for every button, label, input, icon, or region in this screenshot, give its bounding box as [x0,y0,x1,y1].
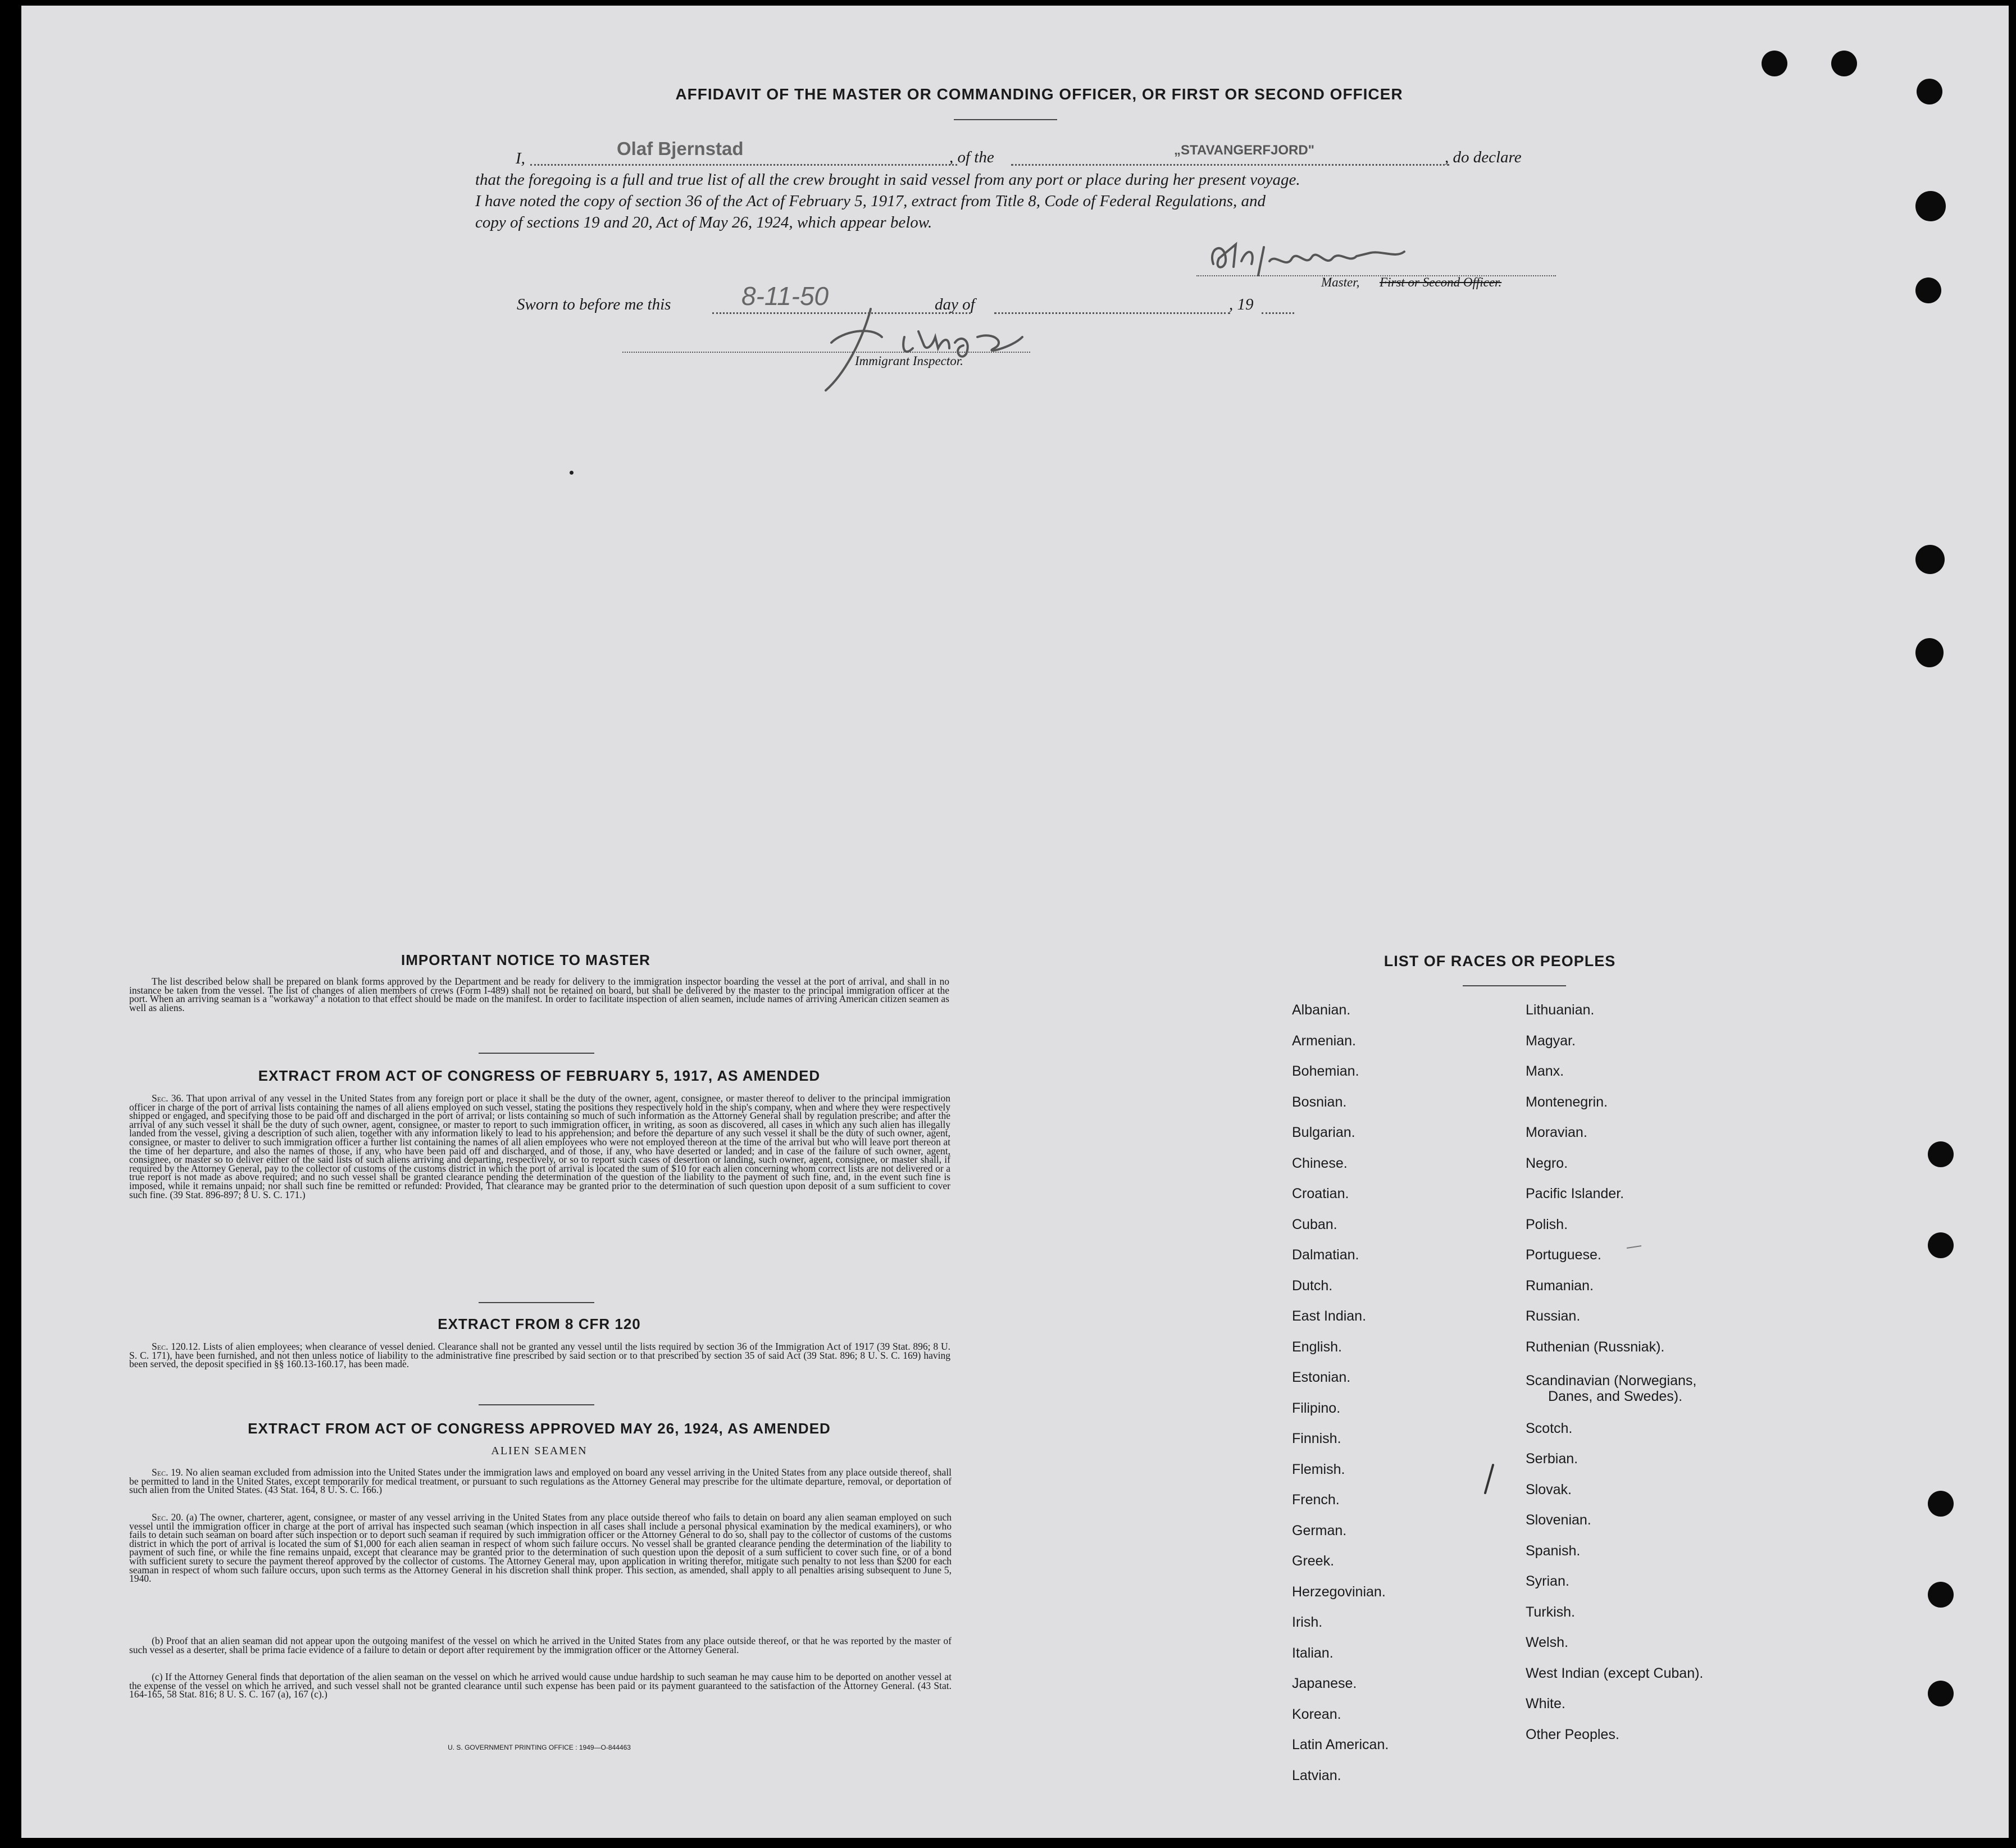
race-item: Latvian. [1292,1767,1341,1783]
sec20-label: Sec. 20. [152,1512,184,1523]
affidavit-line3: I have noted the copy of section 36 of the Act of February 5, 1917, extract from Title 8, Code of Federal Regulations, and [475,192,1266,210]
race-item: Manx. [1526,1063,1564,1079]
inspector-caption: Immigrant Inspector. [855,354,963,368]
sec20b-body: (b) Proof that an alien seaman did not appear upon the outgoing manifest of the vessel on which he arrived in the United States from any place outside thereof, or that he was reported by the master of such vessel as a deserter, shall be prima facie evidence of a failure to detain or deport after requirement by the immigration officer or the Attorney General. [129,1635,952,1655]
extract-1924-title: EXTRACT FROM ACT OF CONGRESS APPROVED MAY 26, 1924, AS AMENDED [248,1420,831,1437]
master-caption: Master, [1321,275,1360,289]
race-item: West Indian (except Cuban). [1526,1665,1704,1681]
sworn-text: Sworn to before me this [517,295,671,313]
race-item: Polish. [1526,1216,1568,1232]
race-item: Ruthenian (Russniak). [1526,1339,1665,1355]
race-item: Latin American. [1292,1737,1389,1753]
race-item: Moravian. [1526,1125,1587,1140]
race-item: Croatian. [1292,1186,1349,1201]
race-item: Greek. [1292,1553,1335,1569]
punch-hole [1928,1141,1954,1167]
master-signature [1202,236,1427,281]
race-item: Estonian. [1292,1369,1351,1385]
punch-hole [1831,51,1857,76]
race-item: Albanian. [1292,1002,1351,1018]
extract-1924-sec20c [129,1673,952,1699]
extract-1924-sec19 [129,1468,952,1495]
extract-1917-divider [479,1302,594,1303]
race-item: Danes, and Swedes). [1548,1389,1683,1404]
pen-mark [1481,1463,1498,1496]
extract-1917-sec-label: Sec. 36. [152,1093,184,1104]
race-item: Korean. [1292,1706,1341,1722]
gpo-imprint: U. S. GOVERNMENT PRINTING OFFICE : 1949—O-844463 [448,1744,631,1751]
race-item: Flemish. [1292,1461,1345,1477]
race-item: Russian. [1526,1308,1581,1324]
punch-hole [1915,545,1945,574]
race-item: Japanese. [1292,1676,1357,1691]
extract-1917-text [129,1094,950,1199]
stray-mark [570,471,574,475]
race-item: English. [1292,1339,1342,1355]
year-line [1262,312,1294,314]
race-item: Syrian. [1526,1573,1569,1589]
race-item: Scandinavian (Norwegians, [1526,1373,1697,1389]
race-item: German. [1292,1522,1347,1539]
pen-mark [1626,1242,1642,1251]
notice-body: The list described below shall be prepared on blank forms approved by the Department and be ready for delivery to the immigration inspector boarding the vessel at the port of arrival, and shall in no instance be taken from the vessel. The list of changes of alien members of crews (Form I-489) shall not be retained on board, but shall be delivered by the master to the principal immigration officer at the port. When an arriving seaman is a "workaway" a notation to that effect should be made on the manifest. In order to facilitate inspection of alien seamen, include names of arriving American citizen seamen as well as aliens. [129,976,949,1013]
race-item: White. [1526,1696,1566,1712]
extract-1917-title: EXTRACT FROM ACT OF CONGRESS OF FEBRUARY 5, 1917, AS AMENDED [258,1067,821,1084]
race-item: Armenian. [1292,1032,1356,1049]
race-item: Rumanian. [1526,1277,1594,1294]
master-struck-caption: First or Second Officer. [1380,275,1502,289]
extract-cfr-text [129,1342,950,1369]
race-item: Bosnian. [1292,1094,1347,1110]
sec20c-body: (c) If the Attorney General finds that deportation of the alien seaman on the vessel on which he arrived would cause undue hardship to such seaman he may cause him to be deported on another vessel at the expense of the vessel on which he arrived, and such vessel shall not be granted clearance until such expense has been paid or its payment guaranteed to the satisfaction of the Attorney General. (43 Stat. 164-165, 58 Stat. 816; 8 U. S. C. 167 (a), 167 (c).) [129,1671,952,1700]
race-item: Other Peoples. [1526,1726,1619,1742]
race-item: Filipino. [1292,1400,1341,1416]
vessel-line [1011,164,1449,166]
inspector-signature-line [622,352,1030,353]
race-item: Italian. [1292,1645,1334,1661]
punch-hole [1928,1582,1954,1608]
affidavit-line2: that the foregoing is a full and true list of all the crew brought in said vessel from any port or place during her present voyage. [475,171,1300,189]
race-item: Bulgarian. [1292,1125,1355,1140]
sec19-body: No alien seaman excluded from admission into the United States under the immigration laws and employed on board any vessel arriving in the United States from any place outside thereof, shall be permitted to land in the United States, except temporarily for medical treatment, or pursuant to such regulations as the Attorney General may prescribe for the ultimate departure, removal, or deportation of such alien from the United States. (43 Stat. 164, 8 U. S. C. 166.) [129,1467,952,1496]
day-of-text: day of [935,295,975,313]
race-item: Pacific Islander. [1526,1186,1624,1201]
punch-hole [1915,191,1946,221]
extract-1924-subtitle: ALIEN SEAMEN [491,1445,588,1457]
title-underline [954,119,1057,120]
extract-cfr-sec-label: Sec. 120.12. [152,1341,201,1352]
sworn-date: 8-11-50 [741,281,829,311]
race-item: Cuban. [1292,1216,1337,1232]
race-item: Serbian. [1526,1451,1578,1467]
sec20a-body: (a) The owner, charterer, agent, consignee, or master of any vessel arriving in the United States from any place outside thereof who fails to detain on board any alien seaman employed on such vessel until the immigration officer in charge at the port of arrival has inspected such seaman (which inspection in all cases shall include a personal physical examination by the medical examiners), or who fails to detain such seaman on board after such inspection or to deport such seaman if required by such immigration officer or the Attorney General to do so, shall pay to the collector of customs of the customs district in which the port of arrival is located the sum of $1,000 for each alien seaman in respect of whom such failure occurs. No vessel shall be granted clearance pending the determination of the liability to payment of such fine, or while the fine remains unpaid, except that clearance may be granted prior to the determination of such question upon the deposit of a sum sufficient to cover such fine, or of a bond with sufficient surety to secure the payment thereof approved by the collector of customs. The Attorney General may, upon application in writing therefor, mitigate such penalty to not less than $200 for each seaman in respect of whom such failure occurs, upon such terms as the Attorney General in his discretion shall think proper. This section, as amended, shall apply to all penalties arising subsequent to June 5, 1940. [129,1512,952,1585]
affidavit-i: I, [516,149,525,167]
race-item: Chinese. [1292,1155,1348,1171]
punch-hole [1915,277,1941,303]
race-item: Montenegrin. [1526,1094,1608,1110]
officer-name-line [530,164,957,166]
race-item: Turkish. [1526,1604,1575,1620]
affidavit-title: AFFIDAVIT OF THE MASTER OR COMMANDING OFFICER, OR FIRST OR SECOND OFFICER [675,85,1403,103]
officer-name: Olaf Bjernstad [617,138,744,159]
race-item: Lithuanian. [1526,1002,1595,1018]
race-item: Negro. [1526,1155,1568,1171]
race-item: Dalmatian. [1292,1247,1359,1263]
extract-1917-body: That upon arrival of any vessel in the United States from any foreign port or place it shall be the duty of the owner, agent, consignee, or master thereof to deliver to the principal immigration officer in charge of the port of arrival lists containing the names of all aliens employed on such vessel, stating the positions they respectively hold in the ship's company, when and where they were respectively shipped or engaged, and specifying those to be paid off and discharged in the port of arrival; or lists containing so much of such information as the Attorney General shall by regulation prescribe; and after the arrival of any such vessel it shall be the duty of such owner, agent, consignee, or master to report to such immigration officer, in writing, as soon as discovered, all cases in which any such alien has illegally landed from the vessel, giving a description of such alien, together with any information likely to lead to his apprehension; and before the departure of any such vessel it shall be the duty of such owner, agent, consignee, or master to deliver to such immigration officer a further list containing the names of all alien employees who were not employed thereon at the time of the arrival but who will leave port thereon at the time of her departure, and also the names of those, if any, who have been paid off and discharged, and of those, if any, who have deserted or landed; and in case of the failure of such owner, agent, consignee, or master so to deliver either of the said lists of such aliens arriving and departing, respectively, or so to report such cases of desertion or landing, such owner, agent, consignee, or master shall, if required by the Attorney General, pay to the collector of customs of the customs district in which the port of arrival is located the sum of $10 for each alien concerning whom correct lists are not delivered or a true report is not made as above required; and no such vessel shall be granted clearance pending the determination of the question of the liability to the payment of such fine, and, in the event such fine is imposed, while it remains unpaid; nor shall such fine be remitted or refunded: Provided, That clearance may be granted prior to the determination of such question upon deposit of a sum sufficient to cover such fine. (39 Stat. 896-897; 8 U. S. C. 171.) [129,1093,950,1200]
extract-cfr-divider [479,1404,594,1405]
year-prefix: , 19 [1229,295,1254,313]
race-item: Welsh. [1526,1635,1568,1650]
notice-divider [479,1053,594,1054]
inspector-signature [809,303,1034,399]
punch-hole [1917,79,1942,104]
races-title: LIST OF RACES OR PEOPLES [1384,953,1616,969]
sec19-label: Sec. 19. [152,1467,183,1478]
race-item: Scotch. [1526,1420,1573,1436]
race-item: Slovak. [1526,1481,1572,1497]
race-item: Magyar. [1526,1032,1576,1049]
extract-1924-sec20a [129,1513,952,1583]
punch-hole [1762,51,1787,76]
punch-hole [1928,1491,1954,1517]
punch-hole [1915,638,1944,667]
extract-cfr-body: Lists of alien employees; when clearance of vessel denied. Clearance shall not be granted any vessel until the lists required by section 36 of the Immigration Act of 1917 (39 Stat. 896; 8 U. S. C. 171), have been furnished, and not then unless notice of liability to the administrative fine prescribed by said section or to that prescribed by section 35 of said Act (39 Stat. 896; 8 U. S. C. 169) having been served, the deposit specified in §§ 160.13-160.17, has been made. [129,1341,950,1370]
race-item: Portuguese. [1526,1247,1601,1263]
extract-cfr-title: EXTRACT FROM 8 CFR 120 [438,1316,641,1332]
affidavit-do-declare: , do declare [1445,148,1522,166]
race-item: Irish. [1292,1614,1323,1630]
punch-hole [1928,1232,1954,1258]
notice-title: IMPORTANT NOTICE TO MASTER [401,952,650,968]
vessel-name: „STAVANGERFJORD" [1174,143,1315,158]
race-item: Herzegovinian. [1292,1583,1386,1600]
punch-hole [1928,1681,1954,1706]
race-item: Bohemian. [1292,1063,1359,1079]
race-item: Spanish. [1526,1542,1581,1559]
race-item: Finnish. [1292,1431,1341,1446]
extract-1924-sec20b [129,1637,952,1654]
race-item: Slovenian. [1526,1512,1591,1528]
races-title-underline [1463,985,1566,986]
affidavit-of-the: , of the [949,148,994,166]
race-item: Dutch. [1292,1277,1333,1294]
affidavit-line4: copy of sections 19 and 20, Act of May 26, 1924, which appear below. [475,213,932,231]
notice-text [129,977,949,1012]
race-item: French. [1292,1492,1340,1508]
race-item: East Indian. [1292,1308,1367,1324]
master-signature-line [1196,275,1556,276]
